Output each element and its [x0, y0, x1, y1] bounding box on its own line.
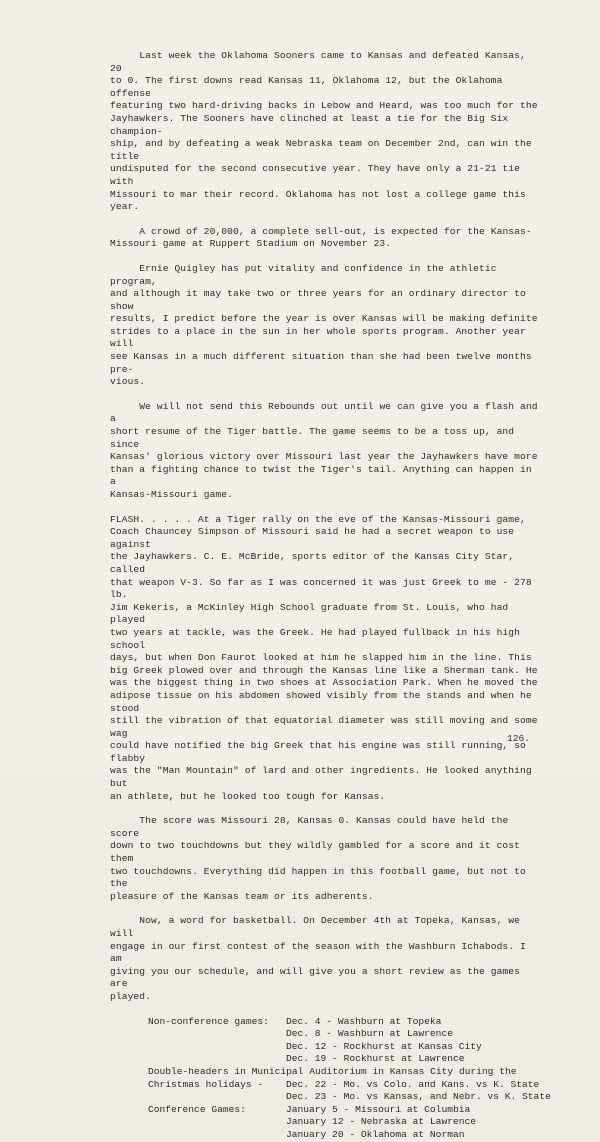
schedule-entry: Dec. 23 - Mo. vs Kansas, and Nebr. vs K. State — [286, 1091, 551, 1103]
schedule-row — [148, 1129, 538, 1142]
christmas-holidays-label: Christmas holidays - — [148, 1078, 264, 1090]
double-header-label: Double-headers in Municipal Auditorium in Kansas City during the — [148, 1065, 517, 1077]
schedule-entry: Dec. 4 - Washburn at Topeka — [286, 1015, 442, 1027]
paragraph-flash: FLASH. . . . . At a Tiger rally on the eve of the Kansas-Missouri game, Coach Chauncey Simpson of Missouri said he had a secret weapon to use against the Jayhawkers. C. E. McBride, sports editor of the Kansas City Star, called that weapon V-3. So far as I was concerned it was just Greek to me - 278 lb. Jim Kekeris, a McKinley High School graduate from St. Louis, who had played two years at tackle, was the Greek. He had played fullback in his high school days, but when Don Faurot looked at him he slapped him in the line. This big Greek plowed over and through the Kansas line like a Sherman tank. He was the biggest thing in two shoes at Association Park. When he moved the adipose tissue on his abdomen showed visibly from the stands and when he stood still the vibration of that equatorial diameter was still moving and some wag could have notified the big Greek that his engine was still running, so flabby was the "Man Mountain" of lard and other ingredients. He looked anything but an athlete, but he looked too tough for Kansas. — [110, 513, 538, 802]
paragraph-quigley: Ernie Quigley has put vitality and confidence in the athletic program, and although it may take two or three years for an ordinary director to show results, I predict before the year is over Kansas will be making definite strides to a place in the sun in her whole sports program. Another year will see Kansas in a much different situation than she had been twelve months pre- vious. — [110, 262, 538, 388]
schedule-row — [148, 1116, 538, 1129]
schedule-row — [148, 1091, 551, 1104]
schedule-row — [148, 1079, 538, 1092]
schedule-entry: January 5 - Missouri at Columbia — [286, 1103, 471, 1115]
schedule-row — [148, 1016, 538, 1029]
schedule-entry: Dec. 12 - Rockhurst at Kansas City — [286, 1040, 482, 1052]
paragraph-score: The score was Missouri 28, Kansas 0. Kansas could have held the score down to two touchdowns but they wildly gambled for a score and it cost them two touchdowns. Everything did happen in this football game, but not to the pleasure of the Kansas team or its adherents. — [110, 815, 526, 902]
schedule-row — [148, 1053, 538, 1066]
paragraph-crowd: A crowd of 20,000, a complete sell-out, is expected for the Kansas- Missouri game at Ruppert Stadium on November 23. — [110, 225, 532, 250]
schedule-entry: Dec. 19 - Rockhurst at Lawrence — [286, 1053, 465, 1065]
paragraph-oklahoma-game: Last week the Oklahoma Sooners came to Kansas and defeated Kansas, 20 to 0. The first downs read Kansas 11, Oklahoma 12, but the Oklahoma offense featuring two hard-driving backs in Lebow and Heard, was too much for the Jayhawkers. The Sooners have clinched at least a tie for the Big Six champion- ship, and by defeating a weak Nebraska team on December 2nd, can win the title undisputed for the second consecutive year. They have only a 21-21 tie with Missouri to mar their record. Oklahoma has not lost a college game this year. — [110, 50, 538, 213]
schedule-entry: Dec. 8 - Washburn at Lawrence — [286, 1028, 453, 1040]
page-number: 126. — [506, 733, 530, 744]
basketball-schedule — [148, 1015, 551, 1142]
conference-label: Conference Games: — [148, 1103, 246, 1115]
schedule-row — [148, 1028, 538, 1041]
paragraph-basketball: Now, a word for basketball. On December 4th at Topeka, Kansas, we will engage in our first contest of the season with the Washburn Ichabods. I am giving you our schedule, and will give you a short review as the games are played. — [110, 915, 526, 1002]
paragraph-rebounds: We will not send this Rebounds out until we can give you a flash and a short resume of the Tiger battle. The game seems to be a toss up, and since Kansas' glorious victory over Missouri last year the Jayhawkers have more than a fighting chance to twist the Tiger's tail. Anything can happen in a Kansas-Missouri game. — [110, 400, 538, 500]
schedule-entry: January 20 - Oklahoma at Norman — [286, 1128, 465, 1140]
schedule-entry: January 12 - Nebraska at Lawrence — [286, 1116, 476, 1128]
nonconference-label: Non-conference games: — [148, 1015, 269, 1027]
schedule-row — [148, 1104, 538, 1117]
schedule-entry: Dec. 22 - Mo. vs Colo. and Kans. vs K. State — [286, 1078, 540, 1090]
schedule-row — [148, 1041, 538, 1054]
